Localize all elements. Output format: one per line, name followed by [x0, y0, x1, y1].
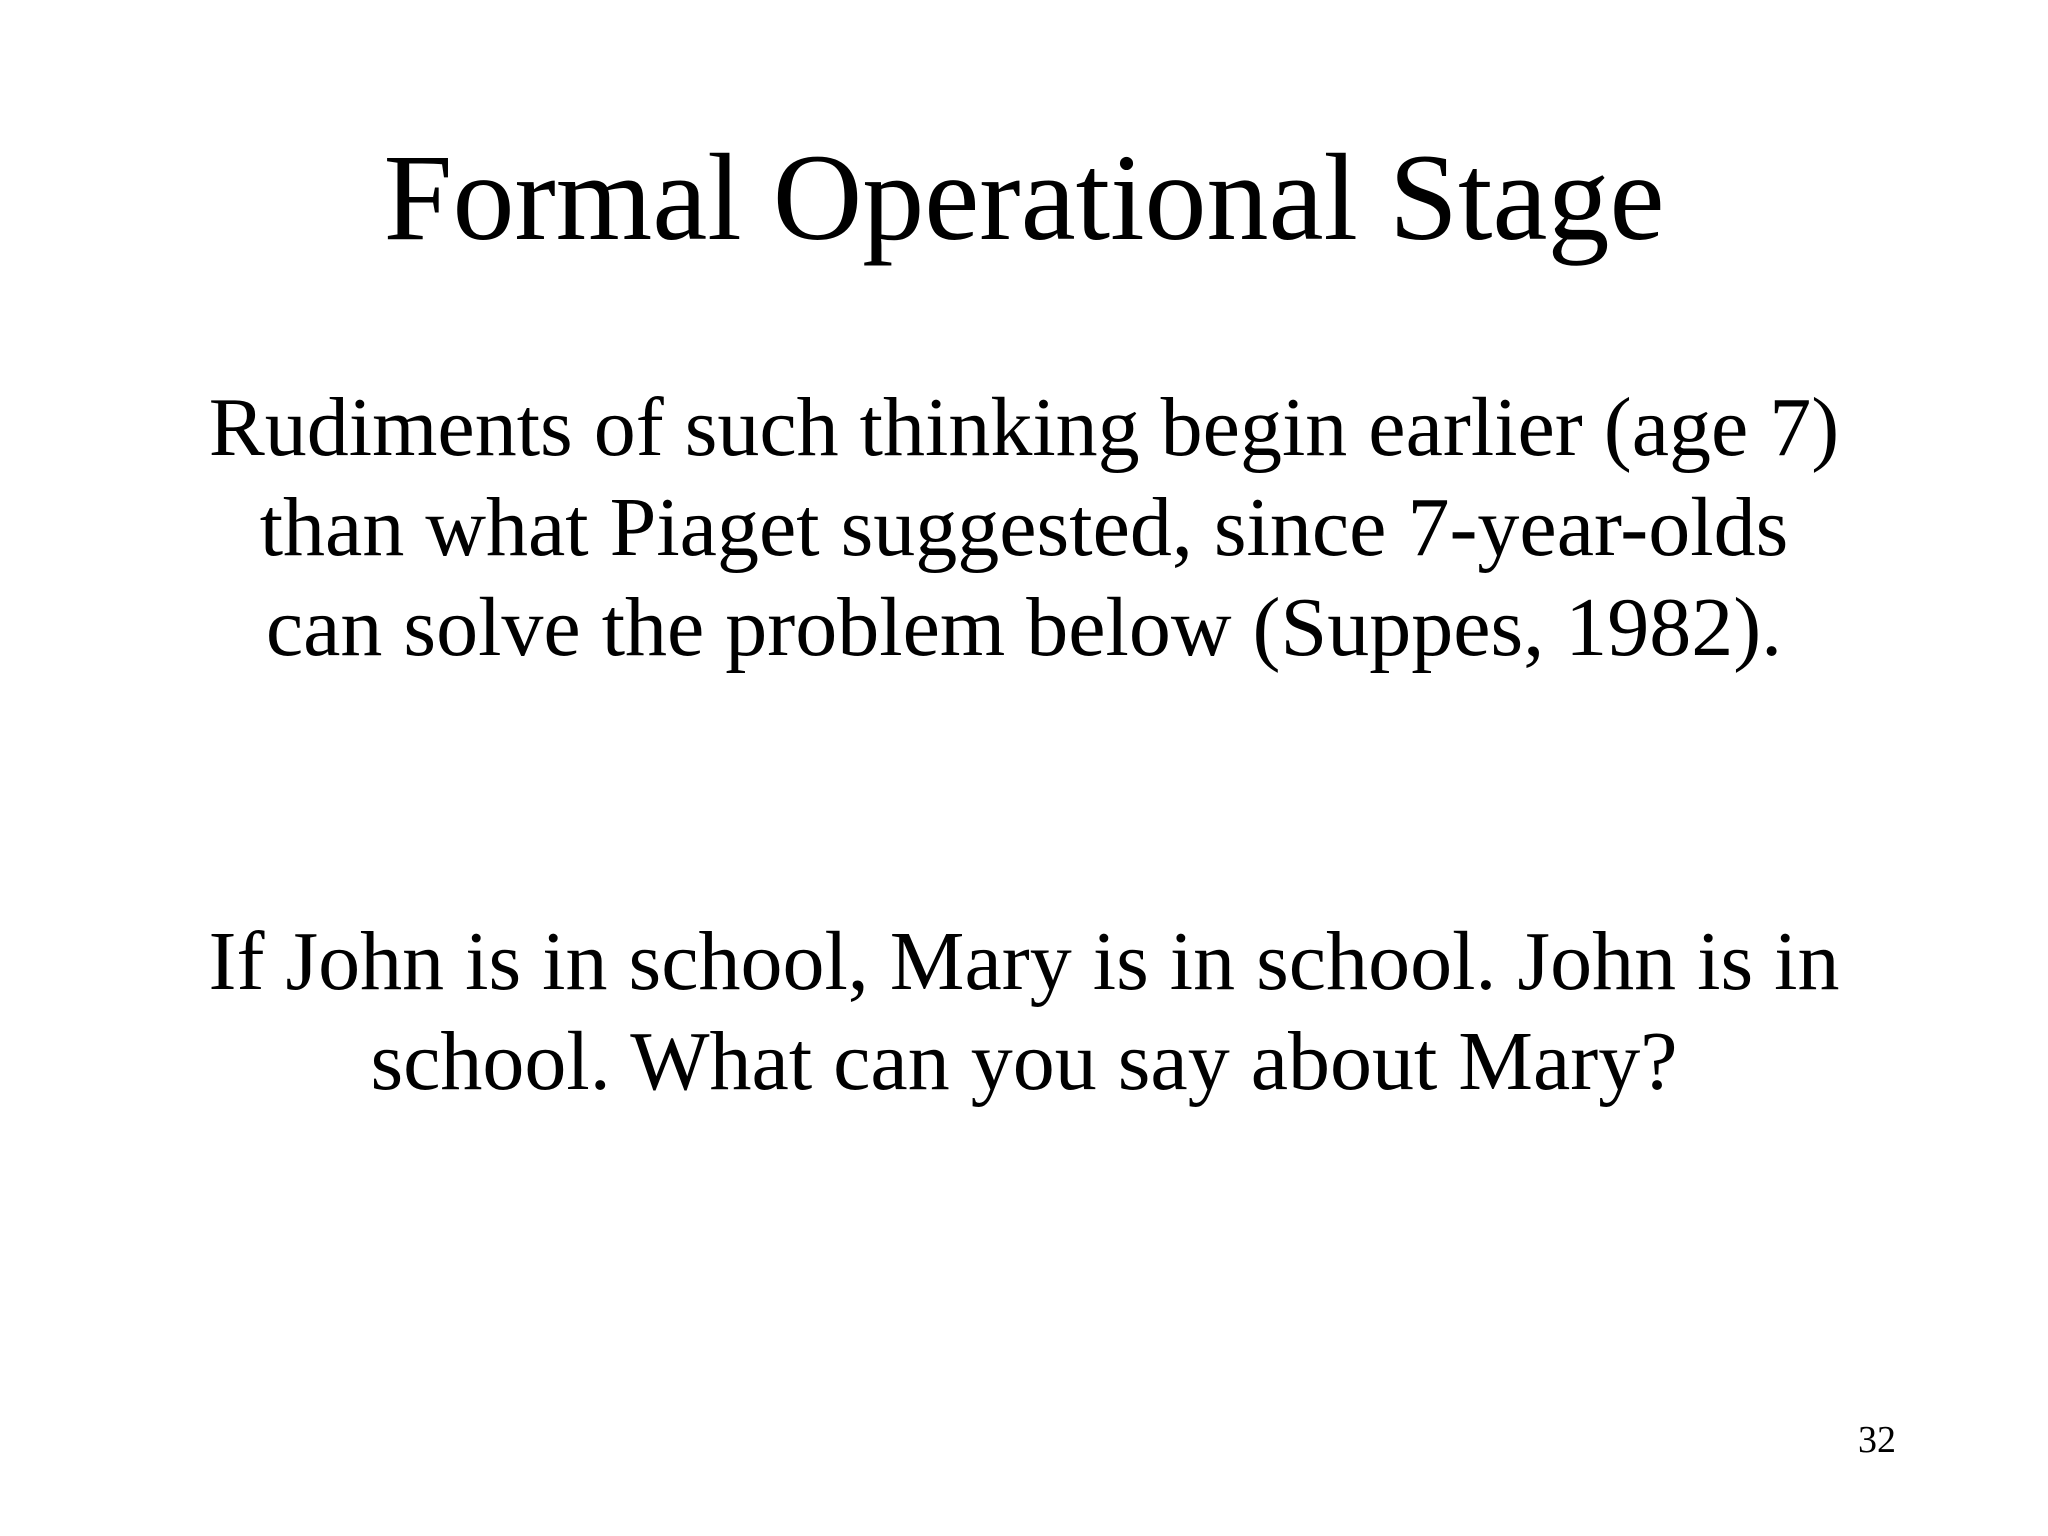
intro-paragraph-line: than what Piaget suggested, since 7-year-olds [259, 481, 1789, 574]
slide-title: Formal Operational Stage [383, 129, 1665, 266]
intro-paragraph-line: can solve the problem below (Suppes, 1982). [265, 581, 1783, 674]
problem-paragraph-line: school. What can you say about Mary? [370, 1015, 1678, 1108]
problem-paragraph-line: If John is in school, Mary is in school. John is in [208, 915, 1840, 1008]
intro-paragraph [0, 378, 2048, 678]
intro-paragraph-line: Rudiments of such thinking begin earlier (age 7) [208, 381, 1840, 474]
page-number: 32 [1858, 1419, 1896, 1461]
problem-paragraph [0, 912, 2048, 1112]
